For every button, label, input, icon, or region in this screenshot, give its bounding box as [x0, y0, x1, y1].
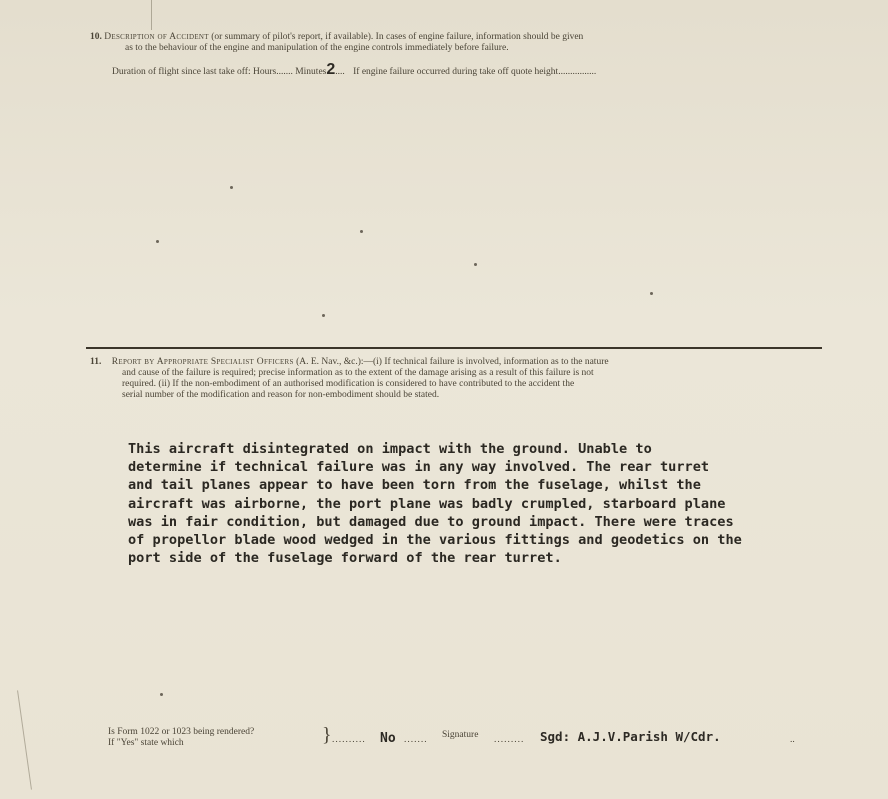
dotted-leader: .........: [494, 735, 525, 745]
section11-instructions-3: required. (ii) If the non-embodiment of an authorised modification is considered to have contributed to the accident the: [122, 379, 575, 389]
form-question-1: Is Form 1022 or 1023 being rendered?: [108, 727, 255, 737]
report-line: was in fair condition, but damaged due to ground impact. There were traces: [128, 513, 734, 530]
paper-mark: [322, 314, 325, 317]
report-line: This aircraft disintegrated on impact with the ground. Unable to: [128, 441, 652, 457]
form-question-2: If "Yes" state which: [108, 738, 184, 748]
specialist-report: [128, 440, 818, 567]
report-line: and tail planes appear to have been torn from the fuselage, whilst the: [128, 477, 701, 494]
paper-mark: [474, 263, 477, 266]
signature-label: Signature: [442, 730, 479, 740]
minutes-value: 2: [326, 61, 336, 78]
paper-mark: [156, 240, 159, 243]
report-line: aircraft was airborne, the port plane was badly crumpled, starboard plane: [128, 495, 726, 512]
signature-value: Sgd: A.J.V.Parish W/Cdr.: [540, 729, 721, 744]
paper-mark: [650, 292, 653, 295]
brace-mark: }: [322, 724, 332, 746]
duration-line: Duration of flight since last take off: Hours....... Minutes2.... If engine failure occurred during take off quote height................: [112, 61, 597, 78]
paper-mark: [160, 693, 163, 696]
section10-number: 10.: [90, 32, 102, 42]
section11-instructions-1: (A. E. Nav., &c.):—(i) If technical failure is involved, information as to the nature: [296, 357, 609, 367]
section11-instructions-4: serial number of the modification and reason for non-embodiment should be stated.: [122, 390, 440, 400]
form-answer: No: [380, 731, 396, 746]
dotted-leader: .......: [404, 735, 428, 745]
hours-label: Hours.......: [252, 67, 293, 77]
section11-instructions-2: and cause of the failure is required; precise information as to the extent of the damage arising as a result of this failure is not: [122, 368, 594, 378]
section10-instructions-1: (or summary of pilot's report, if available). In cases of engine failure, information should be given: [211, 32, 584, 42]
paper-mark: [230, 186, 233, 189]
paper-mark: [360, 230, 363, 233]
section11-heading: Report by Appropriate Specialist Officers: [111, 357, 294, 367]
paper-crease: [17, 690, 32, 789]
section-divider: [86, 347, 822, 349]
minutes-label: Minutes: [295, 67, 327, 77]
report-line: port side of the fuselage forward of the rear turret.: [128, 550, 562, 567]
section11-number: 11.: [90, 357, 102, 367]
report-line: of propellor blade wood wedged in the various fittings and geodetics on the: [128, 532, 742, 549]
duration-label: Duration of flight since last take off:: [112, 67, 251, 77]
report-line: determine if technical failure was in any way involved. The rear turret: [128, 459, 710, 476]
paper-crease: [151, 0, 152, 30]
section10-heading: Description of Accident: [104, 32, 209, 42]
dotted-leader: ..: [790, 735, 795, 745]
dotted-leader: ..........: [332, 735, 366, 745]
section10-instructions-2: as to the behaviour of the engine and manipulation of the engine controls immediately before failure.: [125, 43, 509, 53]
engine-failure-text: If engine failure occurred during take off quote height................: [353, 67, 597, 77]
